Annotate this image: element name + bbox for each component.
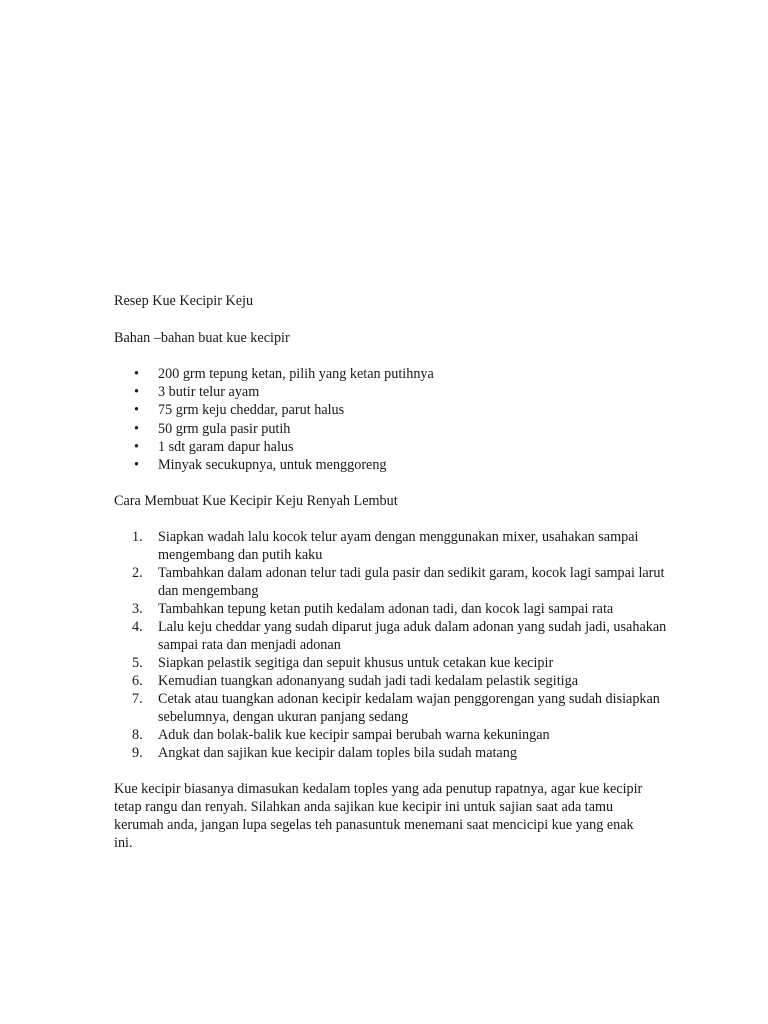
ingredient-item [114, 456, 674, 474]
step-item [114, 600, 678, 618]
bullet-icon: • [134, 384, 139, 401]
step-text: Siapkan pelastik segitiga dan sepuit khusus untuk cetakan kue kecipir [158, 655, 554, 672]
step-text: Angkat dan sajikan kue kecipir dalam toples bila sudah matang [158, 745, 517, 762]
steps-list [114, 528, 674, 762]
step-item [114, 690, 678, 726]
ingredients-heading: Bahan –bahan buat kue kecipir [114, 330, 290, 346]
bullet-icon: • [134, 420, 139, 437]
ingredient-text: 75 grm keju cheddar, parut halus [158, 402, 345, 419]
step-number: 9. [132, 745, 143, 762]
step-item [114, 528, 678, 564]
method-heading: Cara Membuat Kue Kecipir Keju Renyah Lembut [114, 493, 398, 510]
bullet-icon: • [134, 456, 139, 473]
step-text: Siapkan wadah lalu kocok telur ayam dengan menggunakan mixer, usahakan sampai mengembang dan putih kaku [158, 529, 639, 564]
step-number: 8. [132, 727, 143, 744]
ingredient-item [114, 420, 674, 438]
bullet-icon: • [134, 402, 139, 419]
step-item [114, 744, 678, 762]
ingredient-text: 1 sdt garam dapur halus [158, 438, 294, 455]
step-text: Tambahkan tepung ketan putih kedalam adonan tadi, dan kocok lagi sampai rata [158, 601, 614, 618]
step-text: Aduk dan bolak-balik kue kecipir sampai berubah warna kekuningan [158, 727, 550, 744]
step-item [114, 618, 678, 654]
bullet-icon: • [134, 438, 139, 455]
step-number: 4. [132, 619, 143, 636]
ingredient-text: Minyak secukupnya, untuk menggoreng [158, 456, 387, 473]
step-number: 3. [132, 601, 143, 618]
ingredient-item [114, 365, 674, 383]
document-page [114, 292, 674, 852]
bullet-icon: • [134, 366, 139, 382]
step-number: 2. [132, 565, 143, 582]
step-number: 6. [132, 673, 143, 690]
step-item [114, 672, 678, 690]
step-text: Kemudian tuangkan adonanyang sudah jadi tadi kedalam pelastik segitiga [158, 673, 578, 690]
step-text: Cetak atau tuangkan adonan kecipir kedalam wajan penggorengan yang sudah disiapkan sebelumnya, dengan ukuran panjang sedang [158, 691, 660, 726]
document-title: Resep Kue Kecipir Keju [114, 293, 254, 309]
step-item [114, 726, 678, 744]
step-number: 7. [132, 691, 143, 708]
ingredient-text: 200 grm tepung ketan, pilih yang ketan putihnya [158, 366, 434, 382]
step-item [114, 654, 678, 672]
step-number: 5. [132, 655, 143, 672]
ingredients-list [114, 365, 674, 474]
ingredient-text: 50 grm gula pasir putih [158, 420, 291, 437]
ingredient-text: 3 butir telur ayam [158, 384, 260, 401]
ingredient-item [114, 401, 674, 419]
closing-paragraph: Kue kecipir biasanya dimasukan kedalam toples yang ada penutup rapatnya, agar kue kecipir tetap rangu dan renyah. Silahkan anda sajikan kue kecipir ini untuk sajian saat ada tamu kerumah anda, jangan lupa segelas teh panasuntuk menemani saat mencicipi kue yang enak ini. [114, 781, 643, 852]
step-number: 1. [132, 529, 143, 546]
step-text: Tambahkan dalam adonan telur tadi gula pasir dan sedikit garam, kocok lagi sampai larut dan mengembang [158, 565, 665, 600]
ingredient-item [114, 383, 674, 401]
step-text: Lalu keju cheddar yang sudah diparut juga aduk dalam adonan yang sudah jadi, usahakan sampai rata dan menjadi adonan [158, 619, 667, 654]
ingredient-item [114, 438, 674, 456]
step-item [114, 564, 678, 600]
